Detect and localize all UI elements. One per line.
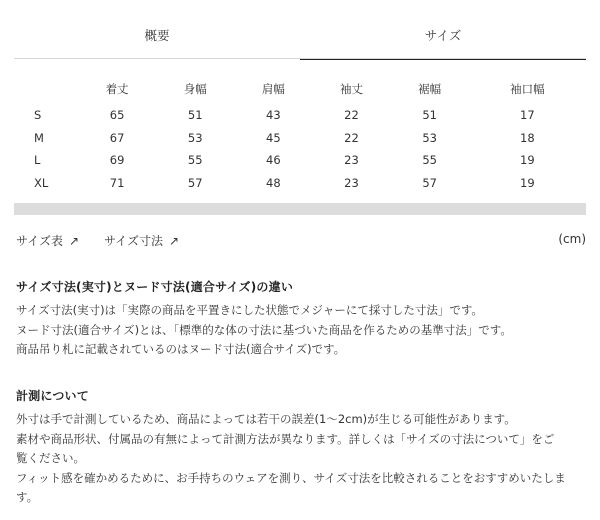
table-cell: 69 [109, 153, 125, 168]
table-cell: 23 [344, 175, 359, 190]
table-header-cell: 袖口幅 [510, 82, 545, 96]
table-cell: XL [34, 175, 49, 190]
table-row [14, 127, 586, 150]
table-header-cell: 裾幅 [418, 82, 442, 96]
table-cell: 23 [344, 153, 359, 168]
tab-divider [14, 58, 586, 59]
table-cell: 55 [422, 153, 437, 168]
table-header-cell: 肩幅 [261, 82, 285, 96]
table-cell: 19 [520, 175, 535, 190]
size-difference-section [16, 278, 588, 360]
table-row [14, 149, 586, 172]
section-title: サイズ寸法(実寸)とヌード寸法(適合サイズ)の違い [16, 280, 294, 294]
section-title: 計測について [16, 389, 89, 403]
size-chart-link[interactable] [16, 232, 79, 249]
table-cell: M [34, 130, 44, 145]
table-cell: 45 [266, 130, 281, 145]
unit-label: (cm) [558, 232, 586, 246]
table-cell: S [34, 108, 42, 123]
table-cell: 48 [266, 175, 281, 190]
table-row [14, 104, 586, 127]
table-cell: 46 [266, 153, 281, 168]
horizontal-scrollbar[interactable] [14, 203, 586, 215]
table-cell: 53 [187, 130, 203, 145]
measurement-section [16, 387, 588, 508]
table-cell: 67 [109, 130, 125, 145]
table-cell: 71 [109, 175, 125, 190]
table-cell: 17 [520, 108, 535, 123]
table-header-cell: 着丈 [105, 82, 129, 96]
section-text-line: 覧ください。 [16, 451, 85, 465]
table-cell: 19 [520, 153, 535, 168]
table-header-cell: 身幅 [183, 82, 207, 96]
section-text-line: 外寸は手で計測しているため、商品によっては若干の誤差(1〜2cm)が生じる可能性があります。 [16, 412, 516, 426]
table-header-cell [14, 74, 78, 104]
tab-overview[interactable] [14, 0, 300, 59]
table-cell: 18 [520, 130, 535, 145]
section-text-line: す。 [16, 490, 39, 504]
table-header-row [14, 74, 586, 104]
table-header-cell: 袖丈 [339, 82, 363, 96]
external-arrow-icon: ↗ [169, 234, 180, 248]
table-cell: 55 [187, 153, 203, 168]
size-measure-link-label: サイズ寸法 [104, 234, 164, 248]
size-chart-link-label: サイズ表 [16, 234, 64, 248]
section-text-line: 商品吊り札に記載されているのはヌード寸法(適合サイズ)です。 [16, 342, 346, 356]
size-measure-link[interactable] [104, 232, 179, 249]
table-cell: 65 [109, 108, 125, 123]
table-cell: 51 [422, 108, 437, 123]
table-cell: L [34, 153, 41, 168]
external-arrow-icon: ↗ [69, 234, 80, 248]
table-cell: 22 [344, 108, 359, 123]
table-cell: 53 [422, 130, 437, 145]
table-cell: 57 [187, 175, 203, 190]
section-text-line: 素材や商品形状、付属品の有無によって計測方法が異なります。詳しくは「サイズの寸法について」をご [16, 431, 555, 446]
table-cell: 43 [266, 108, 281, 123]
table-row [14, 172, 586, 195]
table-cell: 51 [187, 108, 203, 123]
table-cell: 57 [422, 175, 437, 190]
size-links [16, 232, 586, 252]
section-text-line: フィット感を確かめるために、お手持ちのウェアを測り、サイズ寸法を比較されることをおすすめいたしま [16, 470, 566, 485]
section-text-line: ヌード寸法(適合サイズ)とは、「標準的な体の寸法に基づいた商品を作るための基準寸法」です。 [16, 322, 512, 337]
size-table [14, 74, 586, 194]
tab-size-label: サイズ [424, 28, 462, 43]
table-cell: 22 [344, 130, 359, 145]
tab-bar [14, 0, 586, 59]
tab-overview-label: 概要 [144, 28, 170, 43]
tab-size[interactable] [300, 0, 586, 59]
section-text-line: サイズ寸法(実寸)は「実際の商品を平置きにした状態でメジャーにて採寸した寸法」です。 [16, 303, 483, 317]
